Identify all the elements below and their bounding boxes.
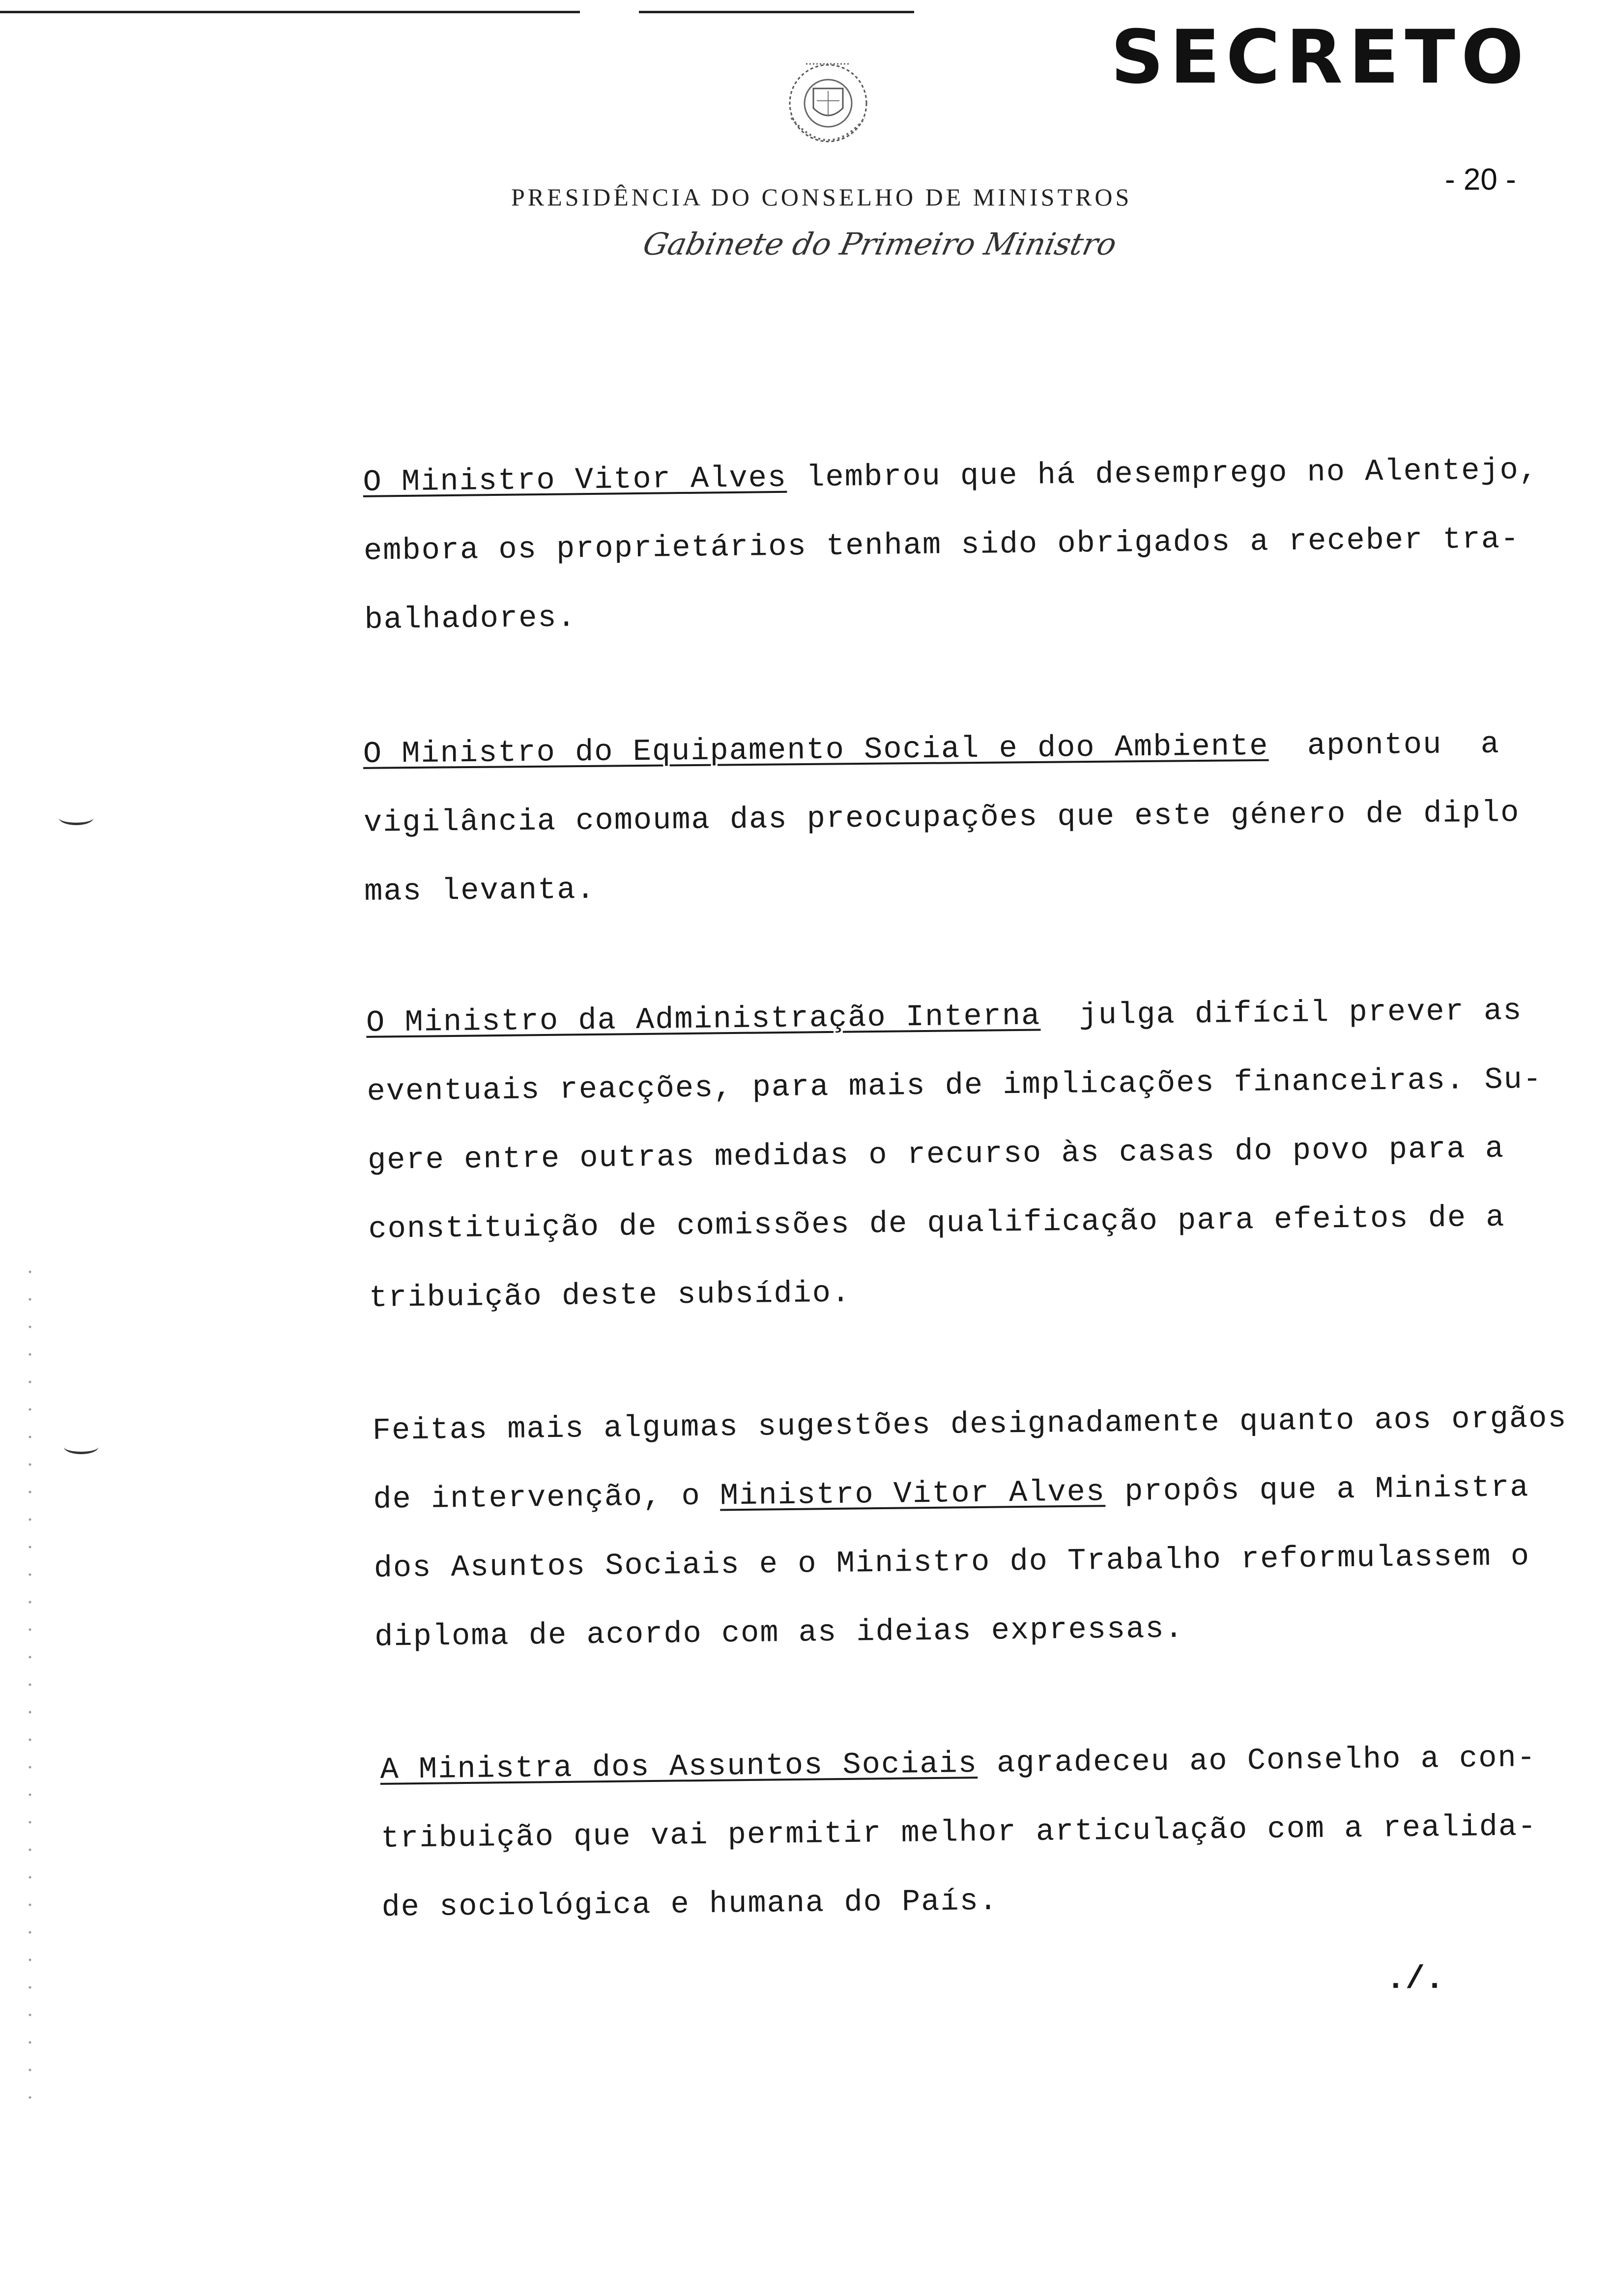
text-segment: vigilância comouma das preocupações que este género de diplo bbox=[363, 795, 1520, 840]
text-segment: gere entre outras medidas o recurso às casas do povo para a bbox=[367, 1131, 1505, 1178]
margin-mark-lower bbox=[64, 1440, 98, 1454]
text-line bbox=[364, 574, 1475, 655]
speaker-name: O Ministro do Equipamento Social e doo Ambiente bbox=[363, 728, 1269, 772]
paragraph-2 bbox=[363, 710, 1520, 926]
text-line bbox=[374, 1522, 1530, 1603]
text-segment: eventuais reacções, para mais de implicações financeiras. Su- bbox=[367, 1062, 1543, 1109]
text-segment: de sociológica e humana do País. bbox=[381, 1883, 999, 1925]
institution-heading: PRESIDÊNCIA DO CONSELHO DE MINISTROS bbox=[511, 183, 1132, 211]
page-number: - 20 - bbox=[1445, 163, 1516, 197]
classification-stamp: SECRETO bbox=[1111, 15, 1530, 100]
text-segment: tribuição que vai permitir melhor articulação com a realida- bbox=[380, 1809, 1537, 1856]
text-line bbox=[363, 436, 1539, 517]
text-segment: dos Asuntos Sociais e o Ministro do Trabalho reformulassem o bbox=[374, 1539, 1530, 1586]
text-line bbox=[369, 1252, 1480, 1333]
text-segment: balhadores. bbox=[364, 600, 577, 637]
text-line bbox=[373, 1454, 1529, 1534]
text-segment: Feitas mais algumas sugestões designadamente quanto aos orgãos bbox=[372, 1401, 1567, 1448]
text-line bbox=[381, 1862, 1493, 1942]
text-line bbox=[366, 977, 1523, 1058]
text-segment: apontou a bbox=[1268, 726, 1500, 764]
speaker-name: A Ministra dos Assuntos Sociais bbox=[380, 1746, 978, 1787]
text-segment: julga difícil prever as bbox=[1040, 993, 1523, 1033]
text-line bbox=[363, 779, 1520, 858]
office-handwritten-line: Gabinete do Primeiro Ministro bbox=[640, 226, 1120, 262]
text-segment: agradeceu ao Conselho a con- bbox=[977, 1740, 1537, 1781]
paragraph-5 bbox=[380, 1724, 1537, 1942]
text-line bbox=[372, 1385, 1567, 1465]
text-line bbox=[363, 505, 1520, 586]
text-line bbox=[374, 1591, 1486, 1672]
continuation-mark: ./. bbox=[1386, 1961, 1444, 1998]
paragraph-1 bbox=[363, 436, 1539, 655]
speaker-name: Ministro Vitor Alves bbox=[720, 1474, 1106, 1514]
punch-hole-dots bbox=[29, 1258, 31, 2118]
text-segment: mas levanta. bbox=[364, 872, 596, 909]
paragraph-3 bbox=[366, 977, 1543, 1333]
text-line bbox=[380, 1793, 1537, 1873]
text-segment: tribuição deste subsídio. bbox=[369, 1275, 851, 1316]
text-segment: constituição de comissões de qualificação para efeitos de a bbox=[368, 1200, 1505, 1247]
paragraph-4 bbox=[372, 1385, 1567, 1672]
text-segment: propôs que a Ministra bbox=[1105, 1470, 1529, 1510]
speaker-name: O Ministro Vitor Alves bbox=[363, 460, 787, 500]
text-line bbox=[363, 710, 1500, 789]
top-rule-right bbox=[639, 11, 914, 13]
text-line bbox=[367, 1046, 1543, 1126]
text-line bbox=[380, 1724, 1537, 1805]
text-line bbox=[367, 1115, 1505, 1195]
text-segment: diploma de acordo com as ideias expressas. bbox=[374, 1611, 1184, 1655]
text-line bbox=[368, 1183, 1505, 1264]
margin-mark-upper bbox=[59, 811, 93, 825]
speaker-name: O Ministro da Administração Interna bbox=[366, 998, 1041, 1040]
text-segment: lembrou que há desemprego no Alentejo, bbox=[786, 452, 1539, 495]
text-segment: de intervenção, o bbox=[373, 1478, 720, 1517]
text-line bbox=[364, 848, 1475, 926]
text-segment: embora os proprietários tenham sido obrigados a receber tra- bbox=[363, 521, 1520, 569]
top-rule-left bbox=[0, 11, 580, 13]
coat-of-arms-seal-icon bbox=[772, 54, 885, 167]
